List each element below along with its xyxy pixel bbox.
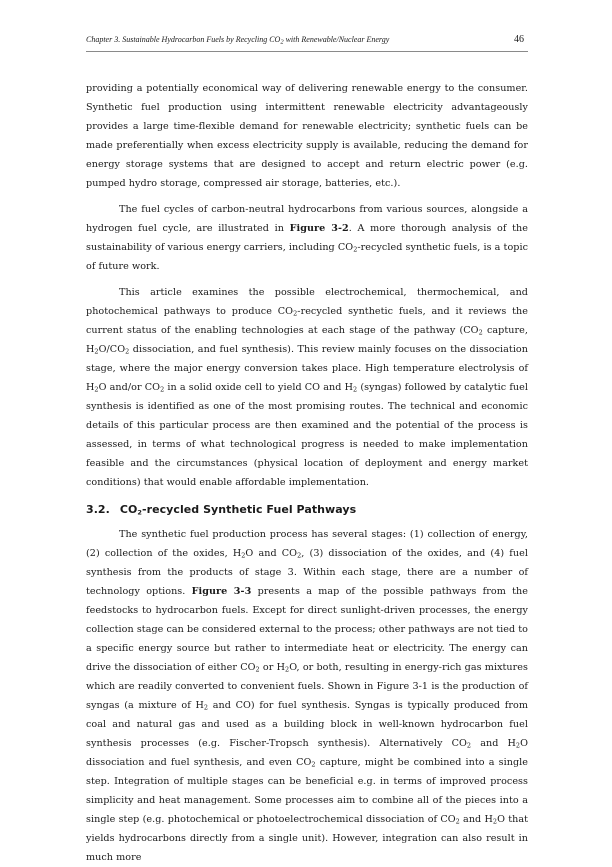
paragraph-3: This article examines the possible electrochemical, thermochemical, and photochemical pathways to produce $CO_2$-recycled synthetic fuels, and it reviews the current status of the enabling technologies at each stage of the pathway ($CO_2$ capture, $H_2O/CO_2$ dissociation, and fuel synthesis). This review mainly focuses on the dissociation stage, where the major energy conversion takes place. High temperature electrolysis of $H_2O$ and/or $CO_2$ in a solid oxide cell to yield CO and $H_2$ (syngas) followed by catalytic fuel synthesis is identified as one of the most promising routes. The technical and economic details of this particular process are then examined and the potential of the process is assessed, in terms of what technological progress is needed to make implementation feasible and the circumstances (physical location of deployment and energy market conditions) that would enable affordable implementation. — [86, 287, 528, 488]
figure-ref-3-3: Figure 3-3 — [191, 586, 252, 597]
chapter-title: Chapter 3. Sustainable Hydrocarbon Fuels by Recycling $CO_2$ with Renewable/Nuclear Energy — [86, 35, 390, 46]
page-number: 46 — [514, 34, 524, 45]
figure-ref-3-2: Figure 3-2 — [289, 223, 349, 234]
running-header — [86, 33, 528, 52]
paragraph-4: The synthetic fuel production process has several stages: (1) collection of energy, (2) collection of the oxides, $H_2O$ and $CO_2$, (3) dissociation of the oxides, and (4) fuel synthesis from the products of stage 3. Within each stage, there are a number of technology options. Figure 3-3 presents a map of the possible pathways from the feedstocks to hydrocarbon fuels. Except for direct sunlight-driven processes, the energy collection stage can be considered external to the process; other pathways are not tied to a specific energy source but rather to intermediate heat or electricity. The energy can drive the dissociation of either $CO_2$ or $H_2O$, or both, resulting in energy-rich gas mixtures which are readily converted to convenient fuels. Shown in Figure 3-1 is the production of syngas (a mixture of $H_2$ and CO) for fuel synthesis. Syngas is typically produced from coal and natural gas and used as a building block in well-known hydrocarbon fuel synthesis processes (e.g. Fischer-Tropsch synthesis). Alternatively $CO_2$ and $H_2O$ dissociation and fuel synthesis, and even $CO_2$ capture, might be combined into a single step. Integration of multiple stages can be beneficial e.g. in terms of improved process simplicity and heat management. Some processes aim to combine all of the pieces into a single step (e.g. photochemical or photoelectrochemical dissociation of $CO_2$ and $H_2O$ that yields hydrocarbons directly from a single unit). However, integration can also result in much more — [86, 529, 528, 863]
section-heading — [86, 501, 528, 519]
paragraph-1: providing a potentially economical way of delivering renewable energy to the consumer. Synthetic fuel production using intermittent renewable electricity advantageously provides a large time-flexible demand for renewable electricity; synthetic fuels can be made preferentially when excess electricity supply is available, reducing the demand for energy storage systems that are designed to accept and return electric power (e.g. pumped hydro storage, compressed air storage, batteries, etc.). — [86, 83, 528, 189]
section-number: 3.2. — [86, 503, 110, 516]
page-body — [86, 79, 528, 867]
paragraph-2: The fuel cycles of carbon-neutral hydrocarbons from various sources, alongside a hydrogen fuel cycle, are illustrated in Figure 3-2. A more thorough analysis of the sustainability of various energy carriers, including $CO_2$-recycled synthetic fuels, is a topic of future work. — [86, 204, 529, 272]
section-title: $CO_2$-recycled Synthetic Fuel Pathways — [119, 503, 357, 517]
